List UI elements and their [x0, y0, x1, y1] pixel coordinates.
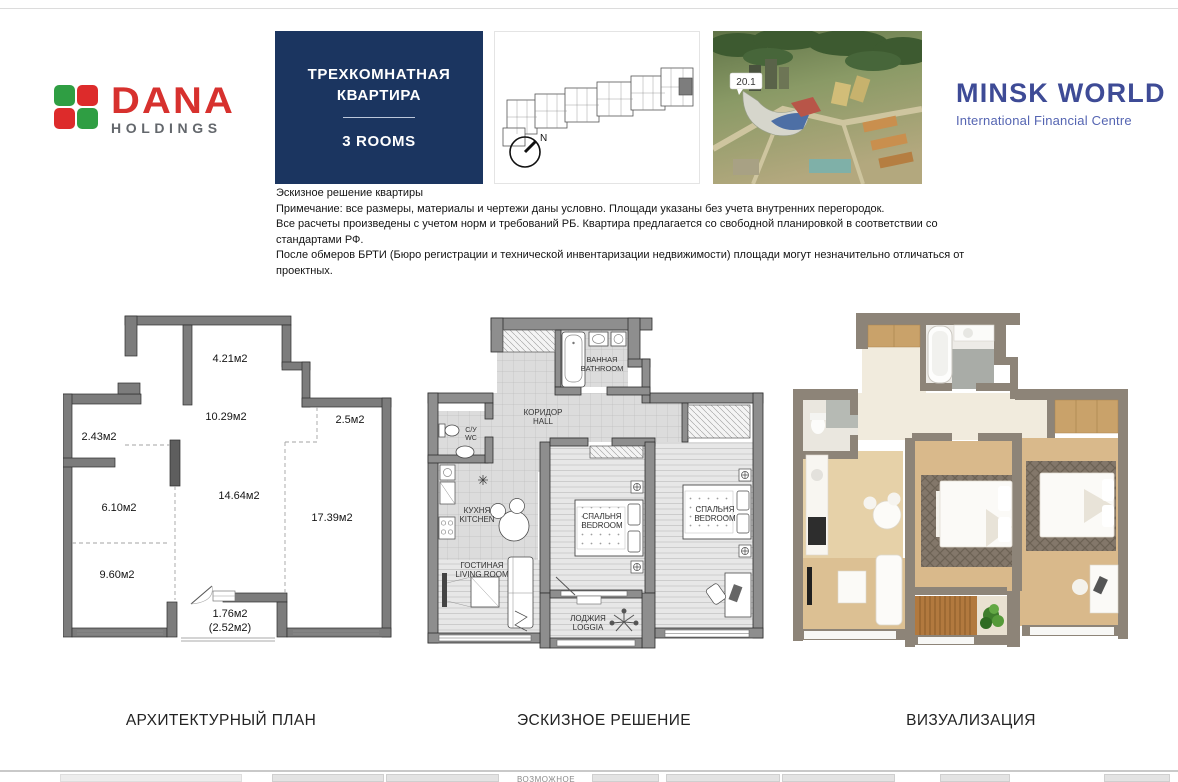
caption-visualization: ВИЗУАЛИЗАЦИЯ [906, 712, 1036, 729]
footer-cell [1104, 774, 1170, 782]
label-kitchen-en: KITCHEN [459, 515, 495, 524]
minsk-world-title: MINSK WORLD [956, 78, 1166, 108]
area-hall: 10.29м2 [205, 411, 247, 423]
area-niche: 2.5м2 [335, 414, 365, 426]
label-bedroom1-ru: СПАЛЬНЯ [582, 512, 622, 521]
dana-holdings-logo [54, 80, 236, 136]
dana-logo-icon [54, 85, 98, 129]
bathtub [562, 332, 585, 387]
label-living-en: LIVING ROOM [455, 570, 509, 579]
area-center: 14.64м2 [218, 490, 260, 502]
label-bedroom2-ru: СПАЛЬНЯ [695, 505, 735, 514]
architectural-plan [63, 310, 395, 655]
minsk-world-subtitle: International Financial Centre [956, 113, 1132, 128]
note-line-2: Примечание: все размеры, материалы и чертежи даны условно. Площади указаны без учета внутренних перегородок. [276, 202, 885, 215]
note-line-4: После обмеров БРТИ (Бюро регистрации и технической инвентаризации недвижимости) площади могут незначительно отличаться от проектных. [276, 249, 965, 277]
top-divider [0, 8, 1178, 9]
wc-sink [456, 446, 474, 458]
apartment-title-en: 3 ROOMS [342, 132, 416, 150]
dana-logo-text [111, 80, 236, 136]
label-bathroom-ru: ВАННАЯ [586, 355, 618, 364]
logo-square-green [77, 108, 98, 129]
footer-partial-text: ВОЗМОЖНОЕ [516, 775, 576, 782]
area-loggia: 1.76м2 [212, 608, 248, 620]
note-line-1: Эскизное решение квартиры [276, 187, 424, 199]
viz-bed1 [936, 481, 1012, 547]
label-hall-ru: КОРИДОР [523, 408, 563, 417]
building-site-plan [494, 31, 700, 184]
label-kitchen-ru: КУХНЯ [463, 506, 491, 515]
area-left-bottom: 9.60м2 [99, 569, 135, 581]
interior-wall-stub [170, 440, 180, 486]
dana-name: DANA [111, 80, 236, 121]
footer-cell [592, 774, 659, 782]
footer-cell [386, 774, 499, 782]
disclaimer-notes [276, 186, 966, 279]
label-bathroom-en: BATHROOM [580, 364, 624, 373]
area-right: 17.39м2 [311, 512, 353, 524]
minsk-world-logo [956, 78, 1166, 128]
bottom-divider [0, 770, 1178, 772]
kitchen-units [439, 465, 455, 539]
light-symbol [478, 475, 488, 485]
footer-cell [272, 774, 384, 782]
area-loggia-alt: (2.52м2) [208, 622, 252, 634]
highlighted-unit [679, 78, 692, 95]
aerial-render [713, 31, 922, 184]
label-loggia-ru: ЛОДЖИЯ [570, 614, 606, 623]
block-number-label: 20.1 [736, 77, 756, 88]
dana-subtitle: HOLDINGS [111, 120, 222, 136]
label-bedroom2-en: BEDROOM [694, 514, 736, 523]
label-bedroom1-en: BEDROOM [581, 521, 623, 530]
compass-north-label: N [540, 133, 548, 144]
label-living-ru: ГОСТИНАЯ [460, 561, 504, 570]
note-line-3: Все расчеты произведены с учетом норм и требований РБ. Квартира предлагается со свободной планировкой в соответствии со стандартами РФ. [276, 218, 938, 246]
visualization-render [790, 303, 1142, 660]
footer-cell [782, 774, 895, 782]
logo-square-green [54, 85, 75, 106]
apartment-title-ru-1: ТРЕХКОМНАТНАЯ [307, 65, 451, 83]
area-left-mid: 6.10м2 [101, 502, 137, 514]
label-loggia-en: LOGGIA [572, 623, 604, 632]
logo-square-red [77, 85, 98, 106]
viz-bed2 [1040, 473, 1114, 537]
balcony-door [191, 586, 235, 604]
sketch-plan [425, 305, 770, 665]
building-footprint [503, 68, 693, 146]
footer-cell [60, 774, 242, 782]
bath-sink [589, 332, 608, 346]
apartment-title-ru-2: КВАРТИРА [336, 86, 422, 104]
caption-sketch: ЭСКИЗНОЕ РЕШЕНИЕ [516, 712, 692, 729]
toilet [439, 424, 459, 437]
label-wc-ru: С/У [465, 427, 477, 434]
area-wc: 2.43м2 [81, 431, 117, 443]
caption-architectural: АРХИТЕКТУРНЫЙ ПЛАН [125, 712, 317, 729]
label-wc-en: WC [465, 435, 477, 442]
footer-cell [940, 774, 1010, 782]
logo-square-red [54, 108, 75, 129]
area-entry: 4.21м2 [212, 353, 248, 365]
apartment-title-box [275, 31, 483, 184]
footer-cell [666, 774, 780, 782]
label-hall-en: HALL [532, 417, 554, 426]
washing-machine [611, 332, 626, 346]
title-divider [343, 117, 415, 118]
